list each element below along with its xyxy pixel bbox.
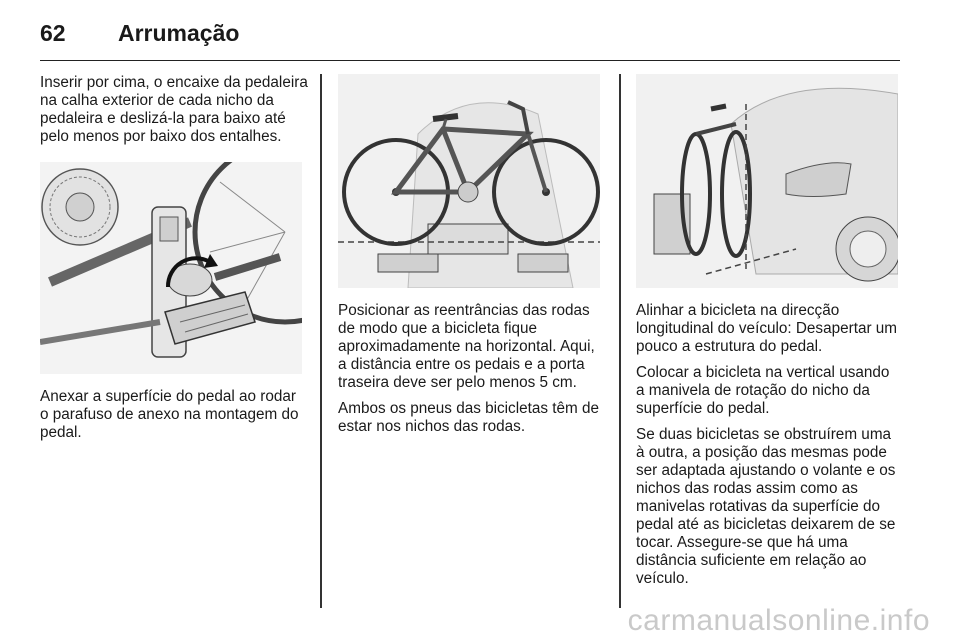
bike-carrier-rear-illustration	[636, 74, 898, 288]
page-number: 62	[40, 20, 66, 46]
pedal-mount-illustration	[40, 162, 302, 374]
wheel-recess-paragraph: Posicionar as reentrâncias das rodas de modo que a bicicleta fique aproximadamente na horizontal. Aqui, a distância entre os pedais e a porta traseira deve ser pelo menos 5 cm.	[338, 302, 595, 391]
column-1	[40, 74, 308, 450]
obstruction-paragraph: Se duas bicicletas se obstruírem uma à outra, a posição das mesmas pode ser adaptada ajustando o volante e os nichos das rodas assim como as manivelas rotativas da superfície do pedal até as bicicletas deixarem de se tocar. Assegure-se que há uma distância suficiente em relação ao veículo.	[636, 426, 896, 587]
pedal-caption: Anexar a superfície do pedal ao rodar o parafuso de anexo na montagem do pedal.	[40, 388, 299, 441]
column-divider	[619, 74, 621, 608]
intro-paragraph: Inserir por cima, o encaixe da pedaleira na calha exterior de cada nicho da pedaleira e deslizá-la para baixo até pelo menos por baixo dos entalhes.	[40, 74, 308, 145]
watermark: carmanualsonline.info	[627, 604, 930, 637]
vertical-paragraph: Colocar a bicicleta na vertical usando a manivela de rotação do nicho da superfície do pedal.	[636, 364, 890, 417]
bike-carrier-side-illustration	[338, 74, 600, 288]
column-divider	[320, 74, 322, 608]
column-2	[338, 74, 604, 444]
align-paragraph: Alinhar a bicicleta na direcção longitudinal do veículo: Desapertar um pouco a estrutura do pedal.	[636, 302, 898, 355]
page-header	[40, 14, 900, 61]
tyres-paragraph: Ambos os pneus das bicicletas têm de estar nos nichos das rodas.	[338, 400, 600, 435]
column-3	[636, 74, 900, 596]
page-title: Arrumação	[118, 20, 240, 46]
